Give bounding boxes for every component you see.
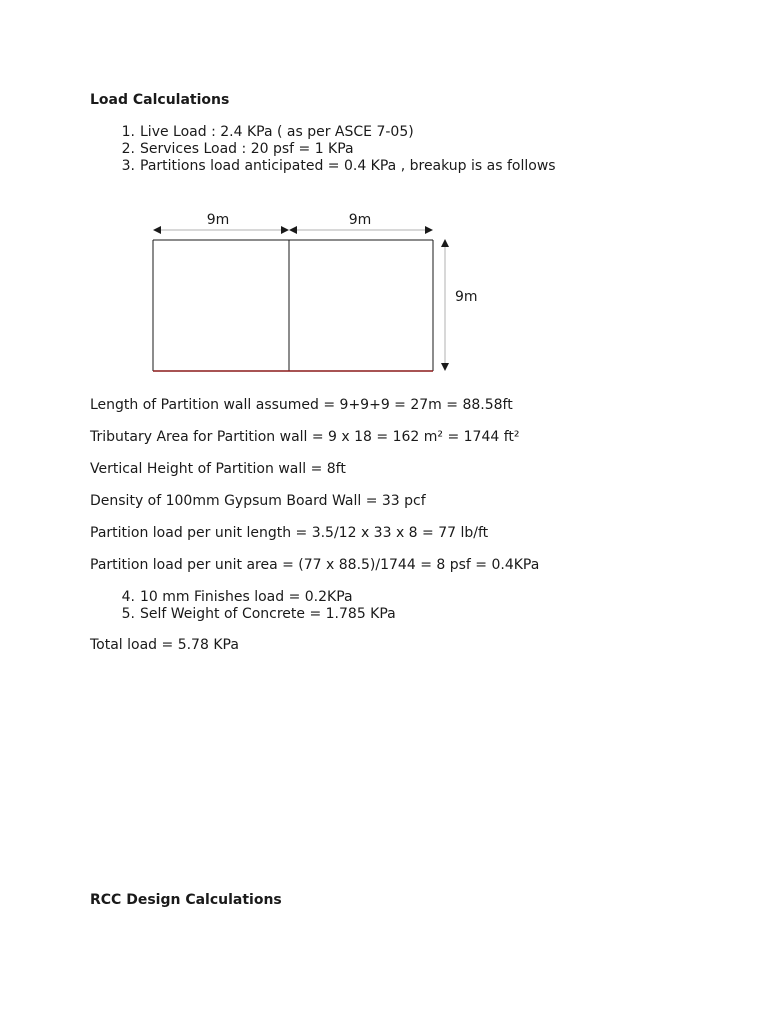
total-load: Total load = 5.78 KPa	[90, 637, 239, 653]
list-item: 3. Partitions load anticipated = 0.4 KPa , breakup is as follows	[121, 158, 556, 174]
arrow-left-start-icon	[153, 226, 161, 234]
list-item: 2. Services Load : 20 psf = 1 KPa	[121, 141, 354, 157]
dim-label-top-right: 9m	[348, 212, 372, 228]
arrow-left-end-icon	[281, 226, 289, 234]
paragraph-load-per-area: Partition load per unit area = (77 x 88.5)/1744 = 8 psf = 0.4KPa	[90, 557, 540, 573]
dim-label-top-left: 9m	[206, 212, 230, 228]
arrow-down-icon	[441, 363, 449, 371]
arrow-right-end-icon	[425, 226, 433, 234]
load-list-a	[90, 124, 556, 175]
list-item: 5. Self Weight of Concrete = 1.785 KPa	[121, 606, 396, 622]
paragraph-load-per-length: Partition load per unit length = 3.5/12 x 33 x 8 = 77 lb/ft	[90, 525, 489, 541]
load-calculations-heading: Load Calculations	[90, 92, 230, 108]
paragraph-density: Density of 100mm Gypsum Board Wall = 33 pcf	[90, 493, 426, 509]
rcc-design-heading: RCC Design Calculations	[90, 892, 282, 908]
list-item: 4. 10 mm Finishes load = 0.2KPa	[121, 589, 353, 605]
arrow-right-start-icon	[289, 226, 297, 234]
dim-label-side: 9m	[455, 289, 478, 305]
paragraph-tributary-area: Tributary Area for Partition wall = 9 x 18 = 162 m² = 1744 ft²	[90, 429, 520, 445]
arrow-up-icon	[441, 239, 449, 247]
paragraph-vertical-height: Vertical Height of Partition wall = 8ft	[90, 461, 346, 477]
list-item: 1. Live Load : 2.4 KPa ( as per ASCE 7-05)	[121, 124, 414, 140]
paragraph-length: Length of Partition wall assumed = 9+9+9 = 27m = 88.58ft	[90, 397, 513, 413]
partition-diagram	[140, 205, 500, 380]
load-list-b	[90, 589, 396, 623]
